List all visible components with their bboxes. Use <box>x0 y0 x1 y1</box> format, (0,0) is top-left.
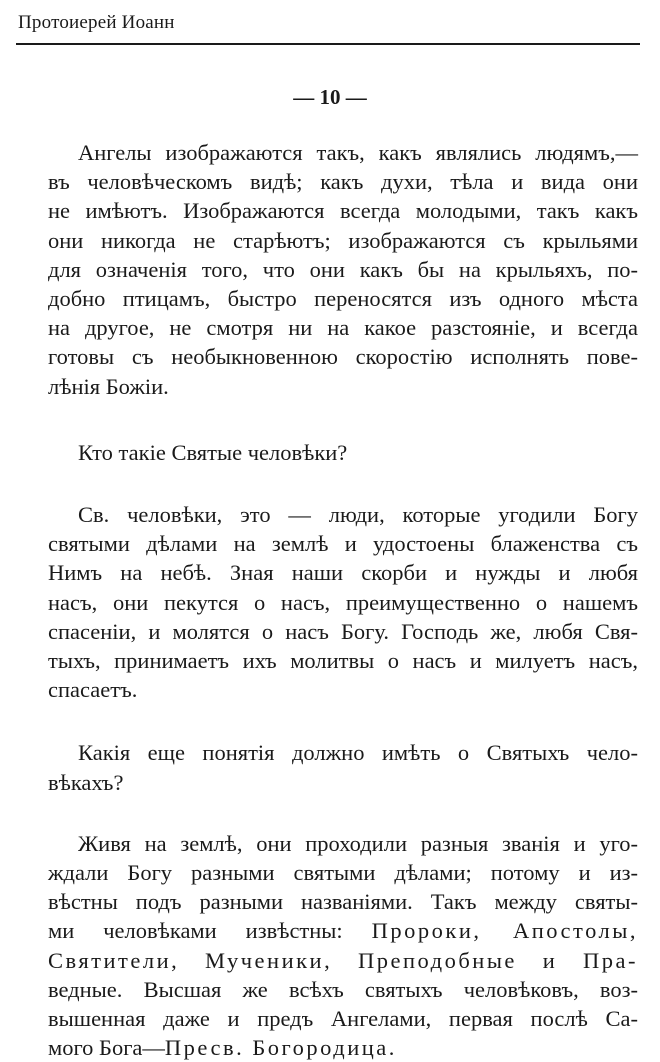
text-line: насъ, они пекутся о насъ, преимущественно о нашемъ <box>48 589 638 615</box>
text-line: святыми дѣлами на землѣ и удостоены блаженства съ <box>48 531 638 557</box>
question-concepts <box>18 738 638 796</box>
text-line: въ человѣческомъ видѣ; какъ духи, тѣла и вида они <box>48 169 638 195</box>
text-line: вѣкахъ? <box>48 769 124 795</box>
text-line: готовы съ необыкновенною скоростію исполнять пове- <box>48 344 638 370</box>
text-line: тыхъ, принимаетъ ихъ молитвы о насъ и милуетъ насъ, <box>48 648 638 674</box>
page-number: — 10 — <box>293 85 367 109</box>
text-line: вѣстны подъ разными названіями. Такъ между святы- <box>48 889 638 915</box>
paragraph-angels <box>18 138 638 401</box>
header-rule <box>16 43 640 45</box>
text-line: Кто такіе Святые человѣки? <box>78 439 348 465</box>
text-line: Св. человѣки, это — люди, которые угодили Богу <box>78 502 638 528</box>
text-line: ждали Богу разными святыми дѣлами; потому и из- <box>48 860 638 886</box>
text-line: Нимъ на небѣ. Зная наши скорби и нужды и любя <box>48 560 638 586</box>
paragraph-ranks <box>18 829 638 1062</box>
text-line: добно птицамъ, быстро переносятся изъ одного мѣста <box>48 286 638 312</box>
spaced-theotokos: Пресв. Богородица. <box>164 1035 397 1061</box>
spaced-ranks: Пророки, Апостолы, <box>371 918 638 944</box>
text-line: лѣнія Божіи. <box>48 373 169 399</box>
text-line: спасаетъ. <box>48 677 138 703</box>
text-line: они никогда не старѣютъ; изображаются съ крыльями <box>48 227 638 253</box>
text-line: ведные. Высшая же всѣхъ святыхъ человѣковъ, воз- <box>48 976 638 1002</box>
question-saints <box>18 438 638 467</box>
text-line: на другое, не смотря ни на какое разстояніе, и всегда <box>48 315 638 341</box>
text-line <box>18 1033 638 1062</box>
text-fragment: ми человѣками извѣстны: <box>48 918 343 944</box>
text-line: Какія еще понятія должно имѣть о Святыхъ чело- <box>78 740 638 766</box>
text-line: для означенія того, что они какъ бы на крыльяхъ, по- <box>48 256 638 282</box>
page-body <box>18 138 638 1062</box>
text-line <box>18 916 638 945</box>
text-line: вышенная даже и предъ Ангелами, первая послѣ Са- <box>48 1006 638 1032</box>
running-head: Протоиерей Иоанн <box>18 12 175 33</box>
text-line: Ангелы изображаются такъ, какъ являлись людямъ,— <box>78 140 638 165</box>
text-line-spaced: Святители, Мученики, Преподобные и Пра- <box>48 947 638 973</box>
text-line: Живя на землѣ, они проходили разныя званія и уго- <box>78 830 638 856</box>
text-line: спасеніи, и молятся о насъ Богу. Господь же, любя Свя- <box>48 618 638 644</box>
text-fragment: мого Бога— <box>48 1035 165 1061</box>
paragraph-saints <box>18 500 638 704</box>
text-line: не имѣютъ. Изображаются всегда молодыми, такъ какъ <box>48 198 638 224</box>
